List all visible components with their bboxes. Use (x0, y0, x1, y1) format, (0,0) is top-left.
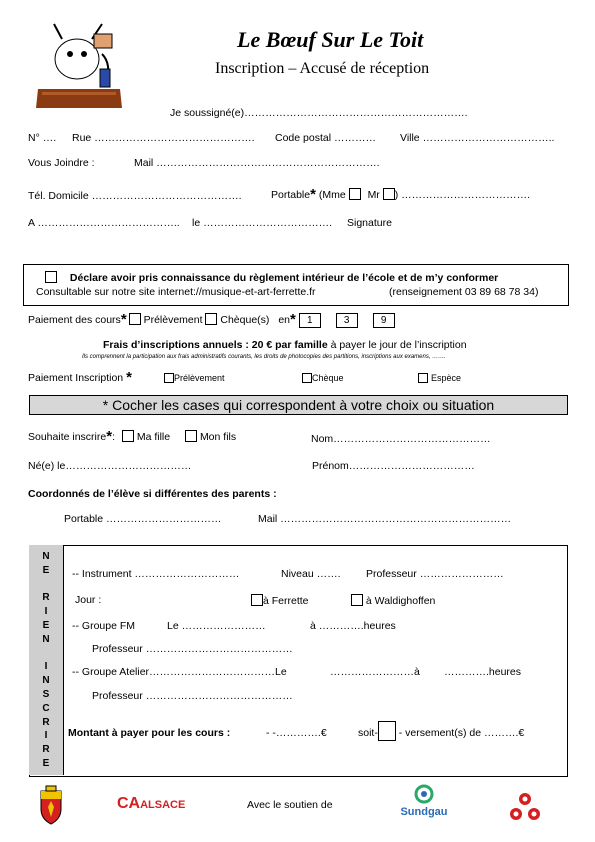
ferrette-checkbox[interactable] (251, 594, 263, 606)
student-name-field[interactable]: Nom……………………………………… (311, 433, 491, 445)
amount-field[interactable]: - -………….€ (266, 727, 327, 739)
opt-prelevement (164, 373, 225, 383)
mobile-row (271, 186, 530, 203)
street-field[interactable]: Rue ………………………………………. (72, 132, 255, 144)
student-mobile-field[interactable]: Portable …………………………… (64, 513, 222, 525)
postal-code-field[interactable]: Code postal ………… (275, 132, 376, 144)
number-field[interactable]: N° …. (28, 132, 57, 144)
atelier-day-field[interactable]: ……………………à (330, 666, 420, 678)
instruction-banner: * Cocher les cases qui correspondent à votre choix ou situation (29, 395, 568, 415)
inscr-espece-checkbox[interactable] (418, 373, 428, 383)
side-letter: I (44, 661, 48, 673)
side-letter: R (42, 592, 50, 604)
declaration-text: Déclare avoir pris connaissance du règlement intérieur de l’école et de m’y conformer (69, 272, 499, 284)
soit-row (358, 721, 524, 742)
required-star: * (290, 311, 296, 328)
waldighoffen-option (351, 594, 435, 607)
coord-heading: Coordonnés de l’élève si différentes des parents : (28, 488, 277, 500)
teacher-field-1[interactable]: Professeur …………………… (366, 568, 504, 580)
atelier-time-field[interactable]: ………….heures (444, 666, 522, 678)
side-letter: N (42, 551, 50, 562)
daughter-checkbox[interactable] (122, 430, 134, 442)
alsace-logo-mark: CA (117, 795, 141, 812)
sundgau-logo (398, 783, 450, 827)
level-field[interactable]: Niveau ……. (281, 568, 341, 580)
page-title: Le Bœuf Sur Le Toit (237, 27, 424, 52)
payment-inscription-label: Paiement Inscription (28, 372, 124, 384)
declaration-line1 (45, 271, 498, 284)
ferrette-option (251, 594, 309, 607)
soussigne-field[interactable]: Je soussigné(e)………………………………………………………. (170, 107, 468, 119)
coat-of-arms-logo (38, 785, 64, 825)
waldighoffen-checkbox[interactable] (351, 594, 363, 606)
atelier-field[interactable]: -- Groupe Atelier………………………………Le (72, 666, 287, 678)
payment-cours-row (28, 311, 395, 328)
frais-note: Ils comprennent la participation aux frais administratifs courants, les droits de photocopies des partitions, inscriptions aux examens, ……. (82, 354, 446, 360)
soit-label: soit- (358, 727, 378, 739)
joindre-label: Vous Joindre : (28, 157, 95, 169)
installments-9[interactable]: 9 (373, 313, 395, 328)
mr-label: Mr (367, 189, 380, 201)
sundgau-swirl-icon (413, 783, 435, 805)
inscr-cheque-checkbox[interactable] (302, 373, 312, 383)
cheques-label: Chèque(s) (220, 314, 270, 326)
side-letter: N (42, 633, 50, 645)
date-field[interactable]: le ………………………………. (192, 217, 333, 229)
sundgau-text: Sundgau (400, 806, 448, 818)
instrument-field[interactable]: -- Instrument ………………………… (72, 568, 240, 580)
side-letter: S (42, 689, 50, 700)
signature-label: Signature (347, 217, 392, 229)
versement-field[interactable]: - versement(s) de ……….€ (398, 727, 525, 739)
soutien-label: Avec le soutien de (247, 799, 333, 811)
birthdate-field[interactable]: Né(e) le……………………………… (28, 460, 192, 472)
son-checkbox[interactable] (185, 430, 197, 442)
side-letter: E (42, 620, 50, 631)
side-letter: C (42, 702, 50, 714)
side-letter: E (42, 564, 50, 576)
daughter-label: Ma fille (136, 431, 171, 443)
prelevement-label: Prélèvement (143, 314, 203, 326)
prelevement-checkbox[interactable] (129, 313, 141, 325)
frais-bold: Frais d’inscriptions annuels : 20 € par famille (103, 339, 328, 351)
side-letter: N (42, 675, 50, 687)
firstname-field[interactable]: Prénom……………………………… (312, 460, 475, 472)
partner-logo (508, 792, 542, 822)
fm-day-field[interactable]: Le …………………… (167, 620, 266, 632)
amount-label: Montant à payer pour les cours : (68, 727, 231, 739)
mobile-field[interactable]: ) ………………………………. (394, 189, 531, 201)
payment-inscription-row (28, 369, 132, 386)
inscr-cheque-label: Chèque (312, 373, 344, 383)
ne-rien-inscrire-column (29, 545, 64, 775)
souhaite-row: Souhaite inscrire*: Ma fille Mon fils (28, 428, 237, 445)
side-letter: I (44, 730, 48, 742)
en-label: en (278, 314, 291, 326)
teacher-field-2[interactable]: Professeur …………………………………… (92, 643, 293, 655)
student-mail-field[interactable]: Mail ………………………………………………………… (258, 513, 512, 525)
required-star: * (310, 186, 316, 203)
declaration-phone: (renseignement 03 89 68 78 34) (389, 286, 539, 298)
installment-count-box[interactable] (378, 721, 396, 741)
alsace-logo-text: ALSACE (140, 799, 186, 811)
frais-line (103, 339, 467, 351)
frais-rest: à payer le jour de l’inscription (330, 339, 467, 351)
side-letter: R (42, 716, 50, 728)
payment-cours-label: Paiement des cours (28, 314, 121, 326)
fm-group-label: -- Groupe FM (72, 620, 136, 632)
day-label: Jour : (75, 594, 102, 606)
installments-3[interactable]: 3 (336, 313, 358, 328)
alsace-logo (117, 795, 189, 817)
side-letter: R (42, 744, 50, 756)
declaration-website: Consultable sur notre site internet://musique-et-art-ferrette.fr (36, 286, 316, 298)
city-field[interactable]: Ville ……………………………….. (400, 132, 555, 144)
page-subtitle: Inscription – Accusé de réception (215, 60, 430, 77)
opt-cheque (302, 373, 344, 383)
side-letter: I (44, 606, 48, 618)
teacher-field-3[interactable]: Professeur …………………………………… (92, 690, 293, 702)
inscr-prelevement-label: Prélèvement (174, 373, 225, 383)
cheques-checkbox[interactable] (205, 313, 217, 325)
tel-home-field[interactable]: Tél. Domicile ……………………………………. (28, 190, 242, 202)
mobile-label: Portable (271, 189, 311, 201)
header-illustration (32, 14, 127, 109)
mr-checkbox[interactable] (383, 188, 395, 200)
waldighoffen-label: à Waldighoffen (365, 595, 436, 607)
mme-checkbox[interactable] (349, 188, 361, 200)
son-label: Mon fils (199, 431, 237, 443)
required-star: * (120, 311, 127, 328)
installments-1[interactable]: 1 (299, 313, 321, 328)
mme-label: (Mme (318, 189, 346, 201)
ferrette-label: à Ferrette (263, 595, 309, 607)
required-star: * (126, 369, 132, 386)
fm-time-field[interactable]: à ………….heures (310, 620, 396, 632)
mail-field[interactable]: Mail ………………………………………………………. (134, 157, 380, 169)
inscr-espece-label: Espèce (431, 373, 462, 383)
side-letter: E (42, 758, 50, 769)
inscr-prelevement-checkbox[interactable] (164, 373, 174, 383)
required-star: * (106, 428, 113, 445)
opt-espece (418, 373, 461, 383)
souhaite-label: Souhaite inscrire (28, 431, 107, 443)
place-field[interactable]: A ………………………………….. (28, 217, 180, 229)
declaration-checkbox[interactable] (45, 271, 57, 283)
